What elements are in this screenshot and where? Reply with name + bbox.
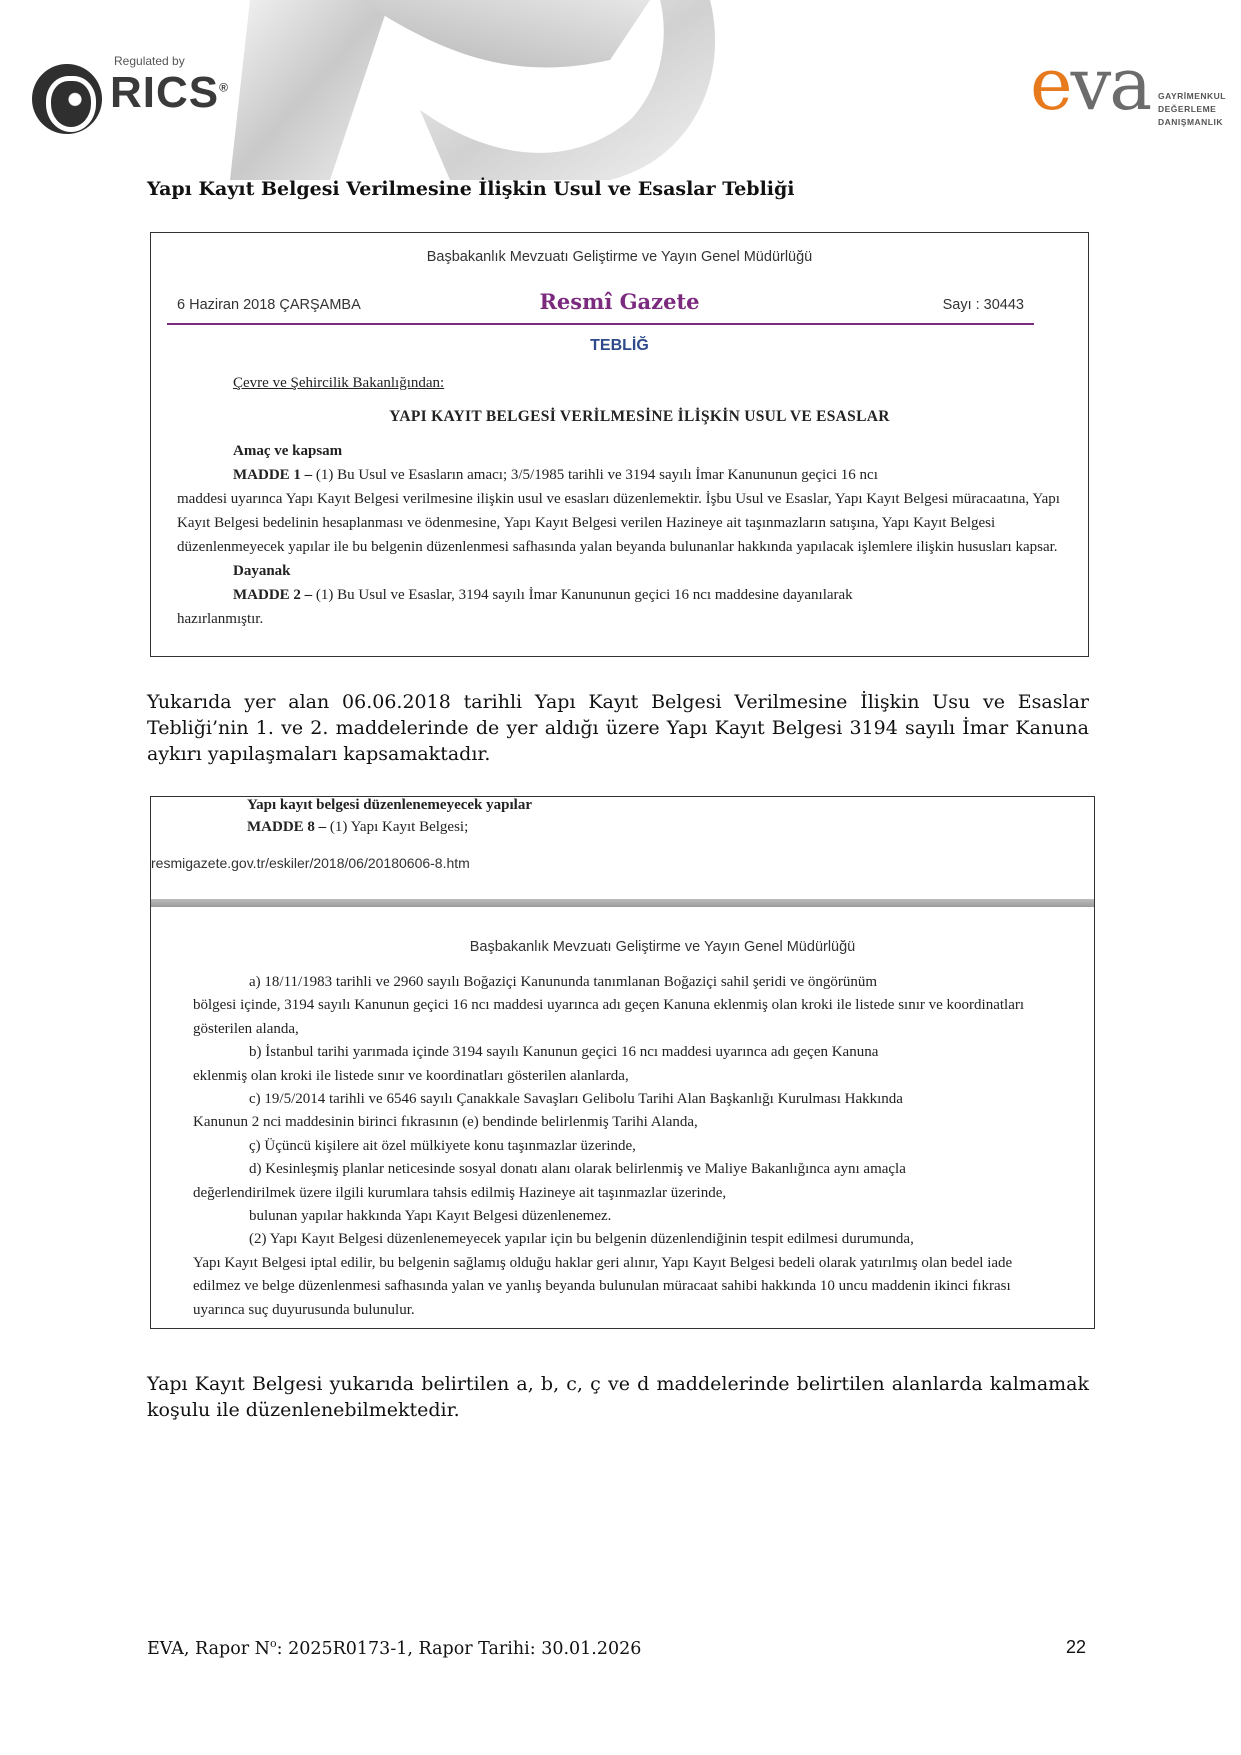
report-footer bbox=[147, 1637, 641, 1659]
teblig-label: TEBLİĞ bbox=[590, 337, 649, 354]
divider bbox=[167, 323, 1034, 325]
clause-text: c) 19/5/2014 tarihli ve 6546 sayılı Çanakkale Savaşları Gelibolu Tarihi Alan Başkanlığı Kurulması Hakkında bbox=[249, 1091, 903, 1108]
clause-text: b) İstanbul tarihi yarımada içinde 3194 sayılı Kanunun geçici 16 ncı maddesi uyarınca adı geçen Kanuna bbox=[249, 1044, 879, 1061]
gazette-excerpt-1 bbox=[150, 232, 1089, 657]
rics-logo bbox=[32, 54, 242, 140]
clause-text: eklenmiş olan kroki ile listede sınır ve koordinatları gösterilen alanlarda, bbox=[193, 1067, 629, 1084]
regulation-body bbox=[193, 971, 1054, 1322]
footer-sup: o bbox=[269, 1637, 277, 1650]
article-text: (1) Bu Usul ve Esaslar, 3194 sayılı İmar Kanununun geçici 16 ncı maddesine dayanılarak bbox=[312, 587, 853, 603]
clause-text: ç) Üçüncü kişilere ait özel mülkiyete konu taşınmazlar üzerinde, bbox=[249, 1137, 636, 1154]
eva-tagline-line: DANIŞMANLIK bbox=[1158, 117, 1223, 127]
section-heading: Dayanak bbox=[233, 563, 291, 579]
section-heading: Amaç ve kapsam bbox=[233, 443, 343, 459]
clause-text: değerlendirilmek üzere ilgili kurumlara tahsis edilmiş Hazineye ait taşınmazlar üzerinde, bbox=[193, 1184, 727, 1201]
page-number: 22 bbox=[1066, 1637, 1087, 1657]
eva-logo bbox=[1030, 42, 1230, 136]
rics-regulated-text: Regulated by bbox=[114, 54, 185, 68]
clause-text: a) 18/11/1983 tarihli ve 2960 sayılı Boğaziçi Kanununda tanımlanan Boğaziçi sahil şeridi ve öngörünüm bbox=[249, 974, 878, 990]
clause-text: bulunan yapılar hakkında Yapı Kayıt Belgesi düzenlenemez. bbox=[249, 1208, 612, 1225]
gazette-excerpt-2 bbox=[150, 796, 1095, 1329]
header-swoosh-graphic bbox=[190, 0, 750, 180]
article-text: (1) Bu Usul ve Esasların amacı; 3/5/1985 tarihli ve 3194 sayılı İmar Kanununun geçici 16 ncı bbox=[312, 467, 878, 483]
paragraph: Yukarıda yer alan 06.06.2018 tarihli Yapı Kayıt Belgesi Verilmesine İlişkin Usu ve Esaslar Tebliği’nin 1. ve 2. maddelerinde de yer aldığı üzere Yapı Kayıt Belgesi 3194 sayılı İmar Kanuna aykırı yapılaşmaları kapsamaktadır. bbox=[147, 691, 1089, 765]
article-label: MADDE 1 – bbox=[233, 467, 313, 483]
source-url: resmigazete.gov.tr/eskiler/2018/06/20180606-8.htm bbox=[151, 855, 470, 871]
regulation-heading: YAPI KAYIT BELGESİ VERİLMESİNE İLİŞKİN USUL VE ESASLAR bbox=[389, 408, 890, 425]
clause-text: Yapı Kayıt Belgesi iptal edilir, bu belgenin sağlamış olduğu haklar geri alınır, Yapı Kayıt Belgesi bedeli olarak yatırılmış olan bedel iade edilmez ve belge düzenlenmesi safhasında yalan ve yanlış beyanda bulunulan müracaat sahibi hakkında 10 uncu maddenin ikinci fıkrası uyarınca suç duyurusunda bulunulur. bbox=[193, 1254, 1013, 1318]
agency-name: Başbakanlık Mevzuatı Geliştirme ve Yayın Genel Müdürlüğü bbox=[426, 249, 813, 265]
section-heading: Yapı kayıt belgesi düzenlenemeyecek yapılar bbox=[247, 797, 532, 813]
page-break-bar bbox=[151, 899, 1094, 907]
paragraph: Yapı Kayıt Belgesi yukarıda belirtilen a, b, c, ç ve d maddelerinde belirtilen alanlarda kalmamak koşulu ile düzenlenebilmektedir. bbox=[147, 1373, 1089, 1421]
clause-text: d) Kesinleşmiş planlar neticesinde sosyal donatı alanı olarak belirlenmiş ve Maliye Bakanlığınca aynı amaçla bbox=[249, 1161, 906, 1178]
page-title: Yapı Kayıt Belgesi Verilmesine İlişkin Usul ve Esaslar Tebliği bbox=[147, 178, 795, 200]
eva-logo-text: eva bbox=[1030, 42, 1151, 126]
regulation-body bbox=[177, 439, 1068, 631]
ministry-line: Çevre ve Şehircilik Bakanlığından: bbox=[233, 375, 445, 391]
rics-name: RICS bbox=[110, 68, 220, 117]
clause-text: bölgesi içinde, 3194 sayılı Kanunun geçici 16 ncı maddesi uyarınca adı geçen Kanuna eklenmiş olan kroki ile listede sınır ve koordinatları gösterilen alanda, bbox=[193, 997, 1025, 1037]
article-text: maddesi uyarınca Yapı Kayıt Belgesi verilmesine ilişkin usul ve esasları düzenlemektir. İşbu Usul ve Esaslar, Yapı Kayıt Belgesi müracaatına, Yapı Kayıt Belgesi bedelinin hesaplanması ve ödenmesine, Yapı Kayıt Belgesi verilen Hazineye ait taşınmazların satışına, Yapı Kayıt Belgesi düzenlenmeyecek yapılar ile bu belgenin düzenlenmesi safhasında yalan beyanda bulunanlar hakkında yapılacak işlemlere ilişkin hususları kapsar. bbox=[177, 491, 1060, 555]
eva-tagline-line: GAYRİMENKUL bbox=[1158, 91, 1226, 101]
lion-icon bbox=[32, 64, 102, 134]
agency-name: Başbakanlık Mevzuatı Geliştirme ve Yayın Genel Müdürlüğü bbox=[469, 939, 856, 955]
clause-text: Kanunun 2 nci maddesinin birinci fıkrasının (e) bendinde belirlenmiş Tarihi Alanda, bbox=[193, 1114, 698, 1131]
gazette-title: Resmî Gazete bbox=[539, 289, 700, 314]
gazette-date: 6 Haziran 2018 ÇARŞAMBA bbox=[177, 297, 361, 313]
article-label: MADDE 8 – bbox=[247, 819, 327, 835]
footer-report-info: : 2025R0173-1, Rapor Tarihi: 30.01.2026 bbox=[276, 1638, 642, 1659]
footer-prefix: EVA, Rapor N bbox=[147, 1638, 270, 1659]
article-text: (1) Yapı Kayıt Belgesi; bbox=[326, 819, 469, 835]
clause-text: (2) Yapı Kayıt Belgesi düzenlenemeyecek yapılar için bu belgenin düzenlendiğinin tespit edilmesi durumunda, bbox=[249, 1231, 914, 1248]
gazette-issue: Sayı : 30443 bbox=[942, 297, 1024, 313]
rics-registered-mark: ® bbox=[219, 80, 229, 95]
eva-tagline-line: DEĞERLEME bbox=[1158, 104, 1217, 114]
eva-tagline bbox=[1158, 90, 1226, 129]
article-label: MADDE 2 – bbox=[233, 587, 313, 603]
article-text: hazırlanmıştır. bbox=[177, 611, 264, 627]
